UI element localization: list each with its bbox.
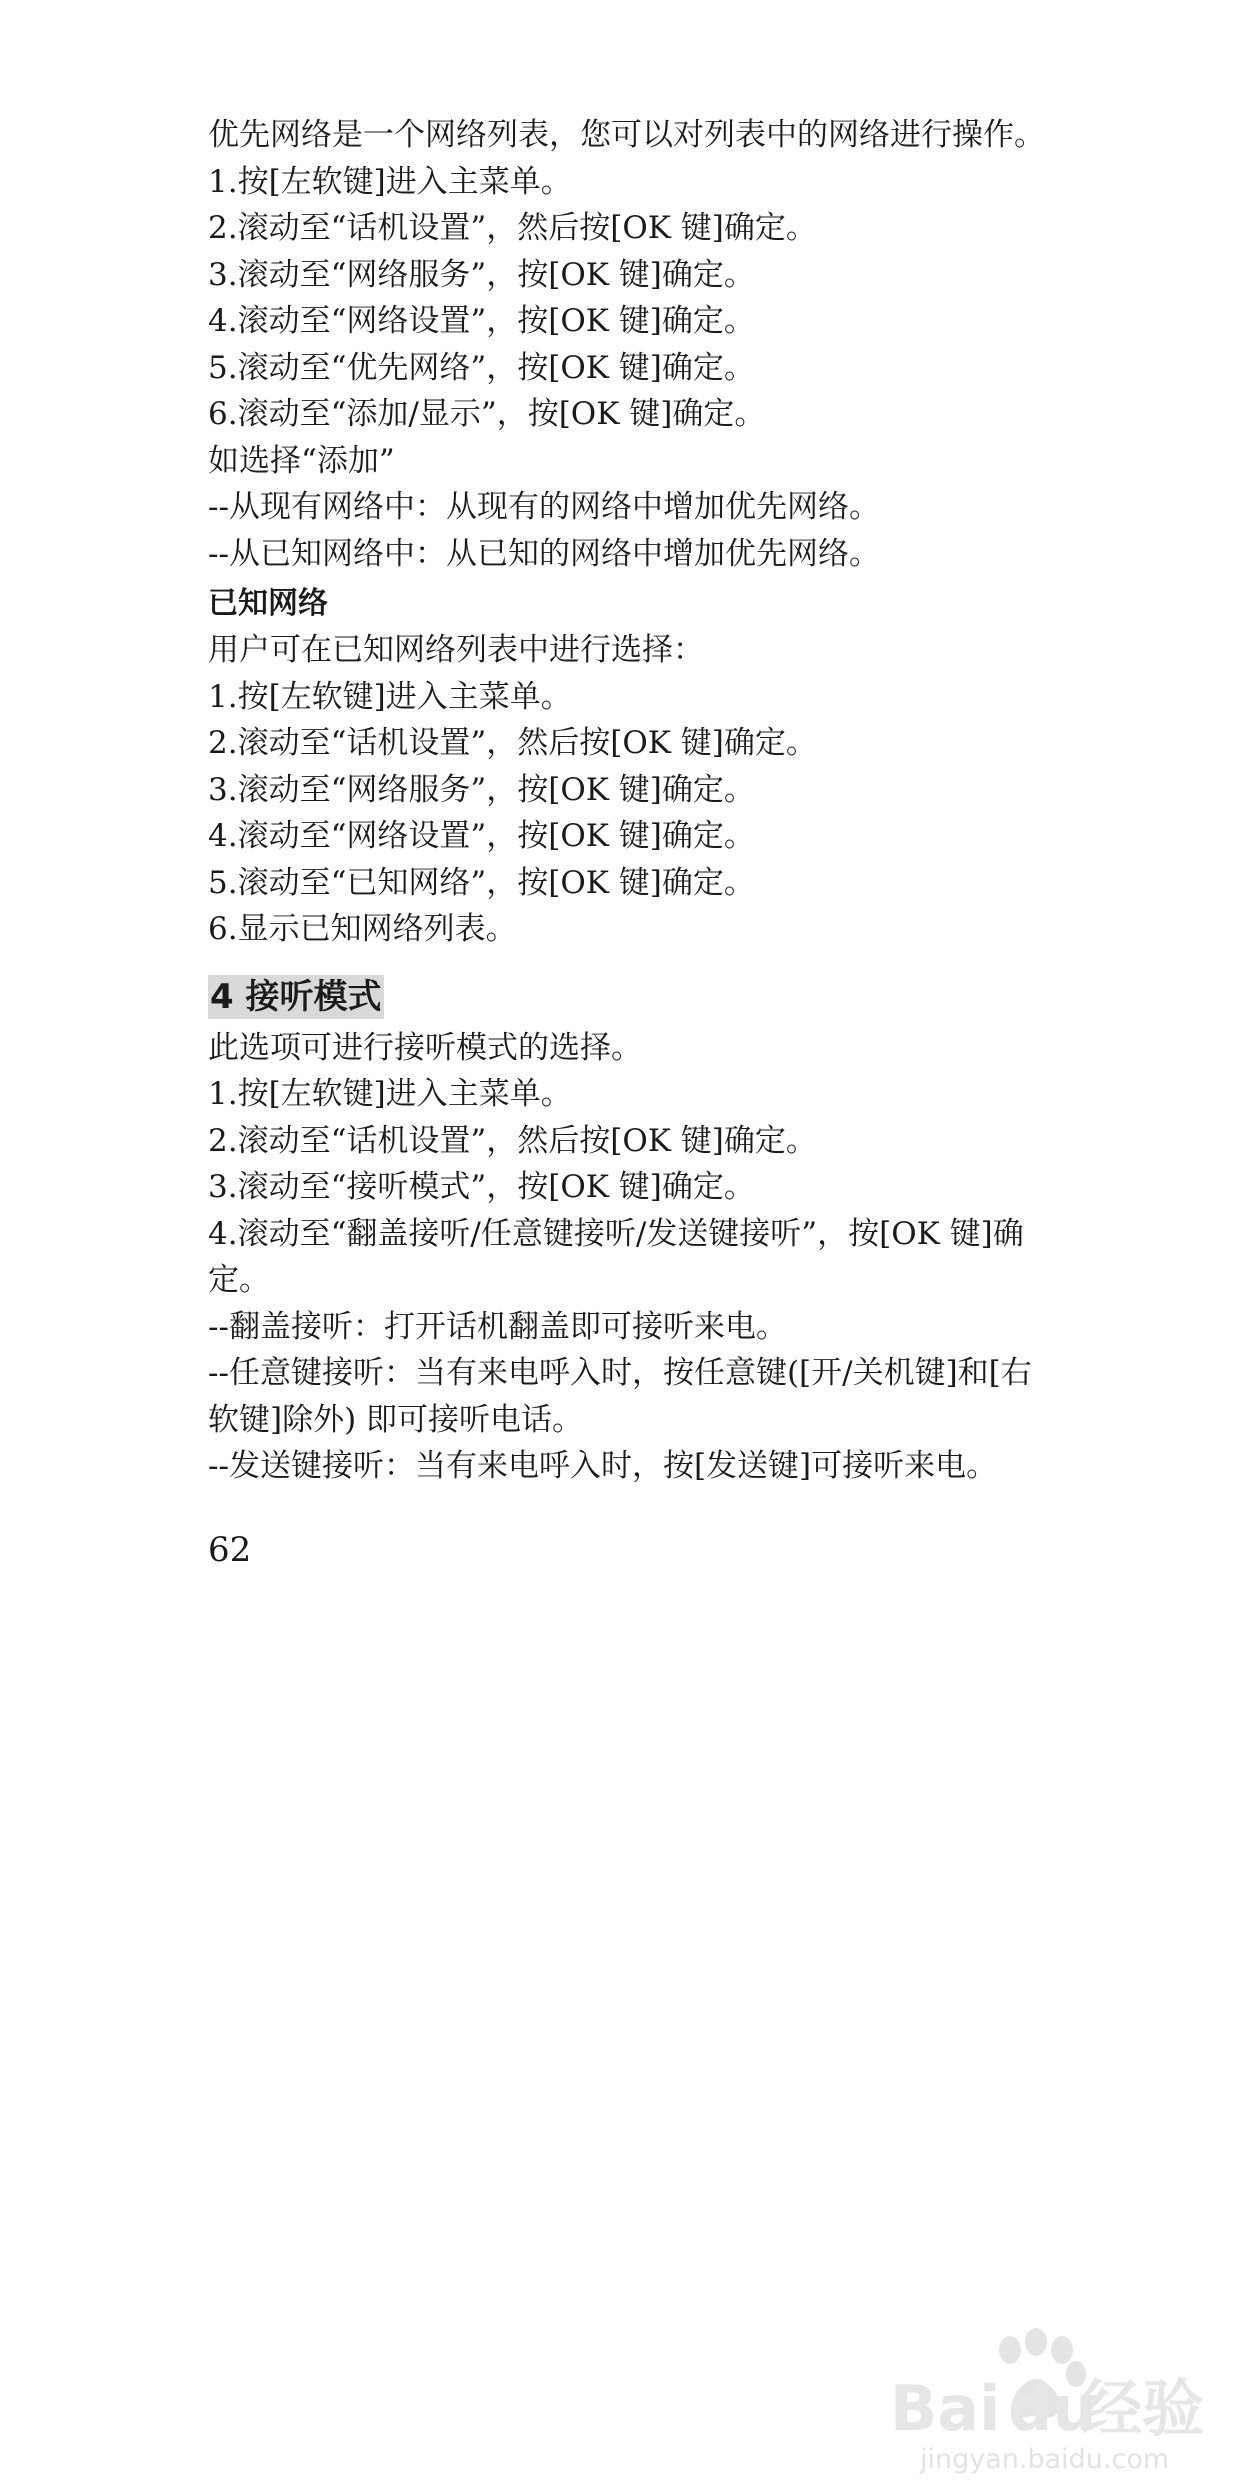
intro-paragraph: 优先网络是一个网络列表，您可以对列表中的网络进行操作。 bbox=[208, 117, 1045, 153]
preferred-network-section bbox=[208, 112, 1108, 577]
baidu-jingyan-watermark bbox=[880, 2318, 1220, 2478]
answer-step-2: 2.滚动至“话机设置”，然后按[OK 键]确定。 bbox=[208, 1122, 817, 1159]
page-number: 62 bbox=[208, 1529, 252, 1570]
send-key-answer-desc: --发送键接听：当有来电呼入时，按[发送键]可接听来电。 bbox=[208, 1448, 998, 1484]
known-step-3: 3.滚动至“网络服务”，按[OK 键]确定。 bbox=[208, 771, 755, 808]
known-intro: 用户可在已知网络列表中进行选择： bbox=[208, 632, 704, 668]
watermark-brand-cn: 经验 bbox=[1080, 2372, 1205, 2445]
step-1: 1.按[左软键]进入主菜单。 bbox=[208, 163, 572, 200]
watermark-url: jingyan.baidu.com bbox=[920, 2444, 1170, 2475]
answer-step-4: 4.滚动至“翻盖接听/任意键接听/发送键接听”，按[OK 键]确 bbox=[208, 1215, 1024, 1252]
answer-step-3: 3.滚动至“接听模式”，按[OK 键]确定。 bbox=[208, 1169, 755, 1205]
known-networks-section bbox=[208, 581, 1108, 953]
step-3: 3.滚动至“网络服务”，按[OK 键]确定。 bbox=[208, 256, 755, 293]
known-step-6: 6.显示已知网络列表。 bbox=[208, 911, 517, 947]
document-page bbox=[208, 112, 1108, 1570]
step-5: 5.滚动至“优先网络”，按[OK 键]确定。 bbox=[208, 349, 755, 386]
option-known: --从已知网络中：从已知的网络中增加优先网络。 bbox=[208, 535, 880, 572]
watermark-brand: Bai bbox=[890, 2372, 1001, 2445]
step-6: 6.滚动至“添加/显示”，按[OK 键]确定。 bbox=[208, 396, 766, 432]
step-4: 4.滚动至“网络设置”，按[OK 键]确定。 bbox=[208, 303, 755, 339]
watermark-brand-2: du bbox=[1008, 2372, 1097, 2445]
answer-intro: 此选项可进行接听模式的选择。 bbox=[208, 1029, 642, 1066]
known-networks-heading: 已知网络 bbox=[208, 586, 328, 621]
known-step-1: 1.按[左软键]进入主菜单。 bbox=[208, 678, 572, 715]
anykey-answer-desc: --任意键接听：当有来电呼入时，按任意键([开/关机键]和[右 bbox=[208, 1355, 1032, 1391]
option-note: 如选择“添加” bbox=[208, 442, 395, 479]
known-step-4: 4.滚动至“网络设置”，按[OK 键]确定。 bbox=[208, 818, 755, 854]
answer-step-4-cont: 定。 bbox=[208, 1262, 270, 1298]
known-step-2: 2.滚动至“话机设置”，然后按[OK 键]确定。 bbox=[208, 725, 817, 761]
answer-mode-section bbox=[208, 953, 1108, 1490]
step-2: 2.滚动至“话机设置”，然后按[OK 键]确定。 bbox=[208, 210, 817, 246]
answer-step-1: 1.按[左软键]进入主菜单。 bbox=[208, 1076, 572, 1112]
answer-mode-heading: 4 接听模式 bbox=[210, 976, 382, 1017]
known-step-5: 5.滚动至“已知网络”，按[OK 键]确定。 bbox=[208, 864, 755, 901]
anykey-answer-desc-cont: 软键]除外) 即可接听电话。 bbox=[208, 1401, 584, 1438]
option-existing: --从现有网络中：从现有的网络中增加优先网络。 bbox=[208, 489, 880, 525]
flip-answer-desc: --翻盖接听：打开话机翻盖即可接听来电。 bbox=[208, 1308, 787, 1345]
